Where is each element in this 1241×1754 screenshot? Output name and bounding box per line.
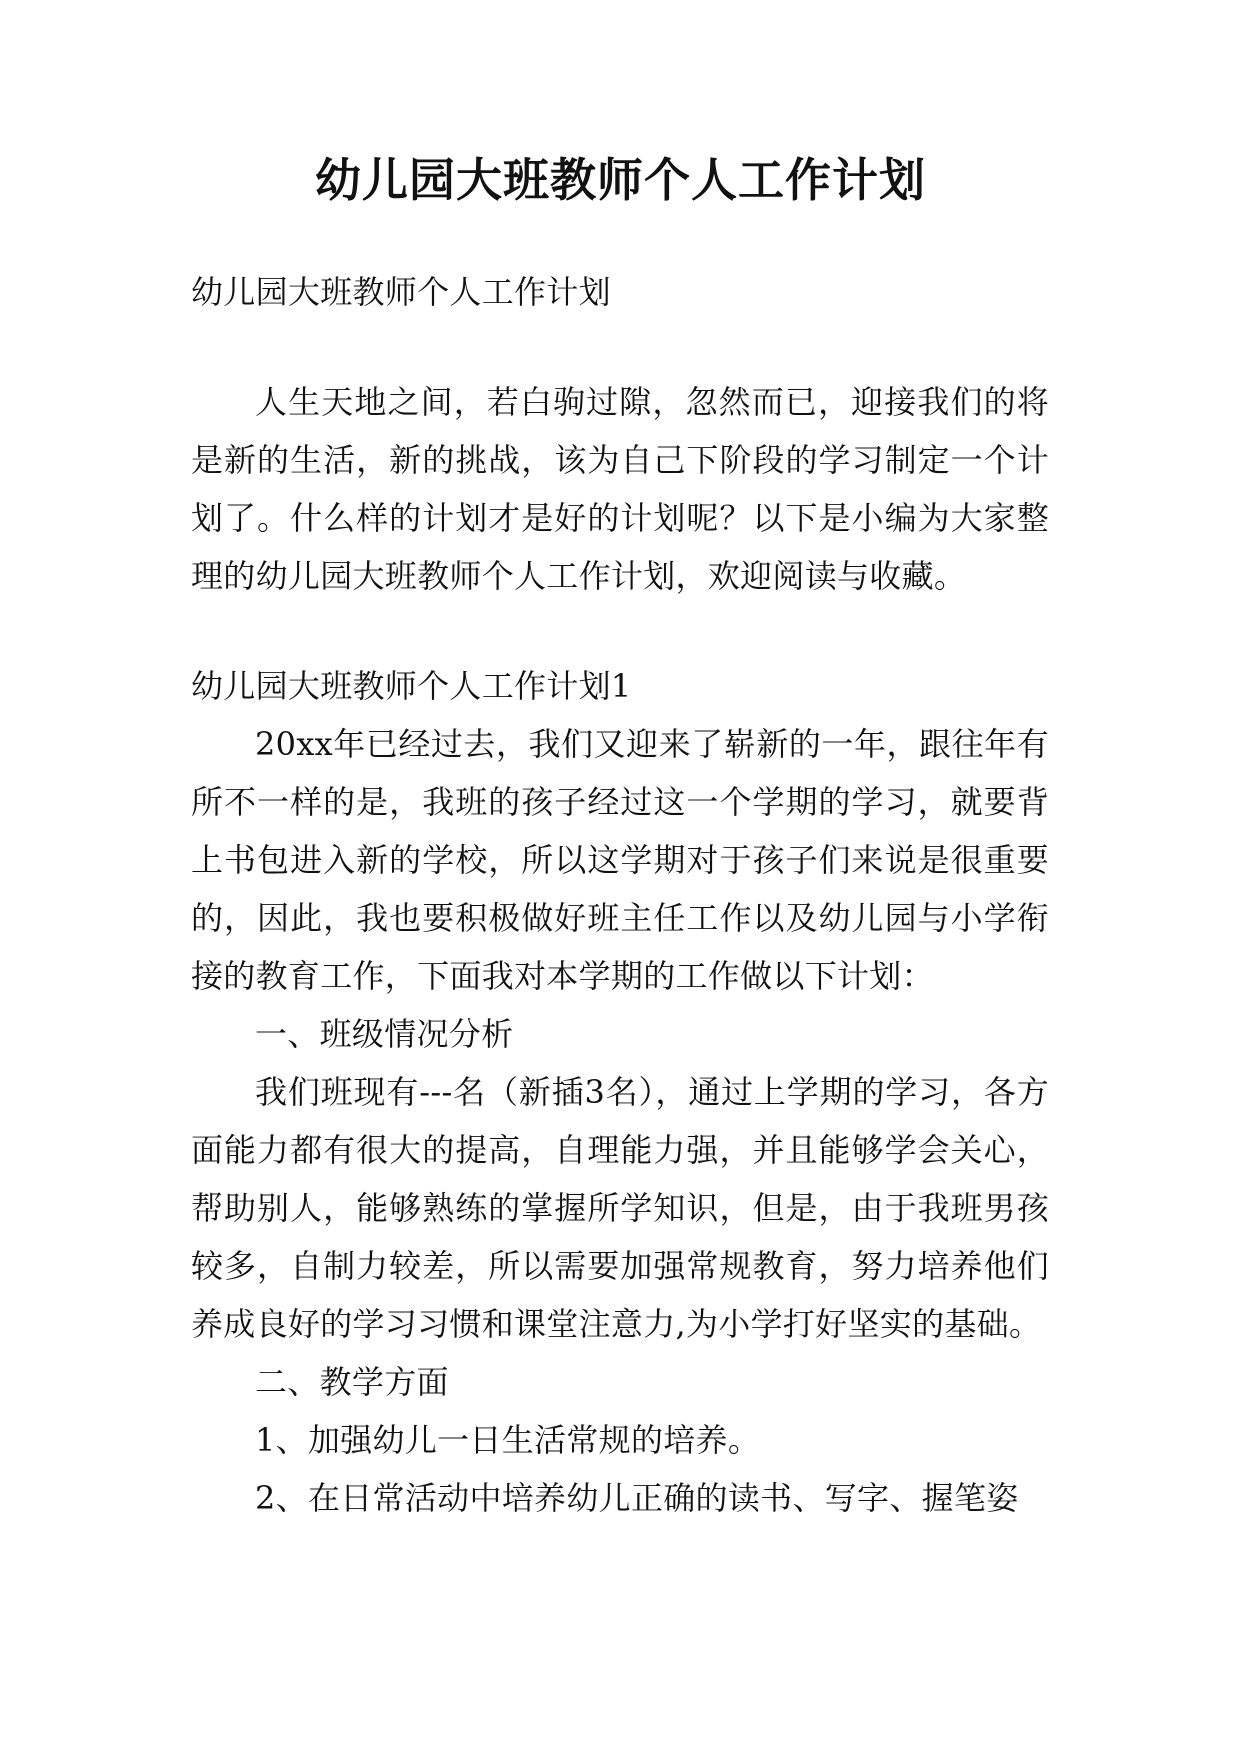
section-heading-class-analysis: 一、班级情况分析 — [255, 1015, 514, 1053]
intro-paragraph: 人生天地之间，若白驹过隙，忽然而已，迎接我们的将是新的生活，新的挑战，该为自己下阶段的学习制定一个计划了。什么样的计划才是好的计划呢？以下是小编为大家整理的幼儿园大班教师个人工作计划，欢迎阅读与收藏。 — [191, 383, 1049, 595]
list-item: 2、在日常活动中培养幼儿正确的读书、写字、握笔姿 — [255, 1479, 1019, 1517]
section-title: 幼儿园大班教师个人工作计划1 — [191, 667, 632, 705]
document-body — [191, 263, 1049, 1527]
class-analysis-paragraph: 我们班现有---名（新插3名），通过上学期的学习，各方面能力都有很大的提高，自理能力强，并且能够学会关心，帮助别人，能够熟练的掌握所学知识，但是，由于我班男孩较多，自制力较差，所以需要加强常规教育，努力培养他们养成良好的学习习惯和课堂注意力,为小学打好坚实的基础。 — [191, 1073, 1049, 1343]
list-item: 1、加强幼儿一日生活常规的培养。 — [255, 1421, 761, 1459]
document-subtitle: 幼儿园大班教师个人工作计划 — [191, 273, 611, 311]
document-title: 幼儿园大班教师个人工作计划 — [315, 153, 926, 207]
section-heading-teaching: 二、教学方面 — [255, 1363, 449, 1401]
section-paragraph: 20xx年已经过去，我们又迎来了崭新的一年，跟往年有所不一样的是，我班的孩子经过这一个学期的学习，就要背上书包进入新的学校，所以这学期对于孩子们来说是很重要的，因此，我也要积极做好班主任工作以及幼儿园与小学衔接的教育工作，下面我对本学期的工作做以下计划： — [191, 725, 1049, 995]
